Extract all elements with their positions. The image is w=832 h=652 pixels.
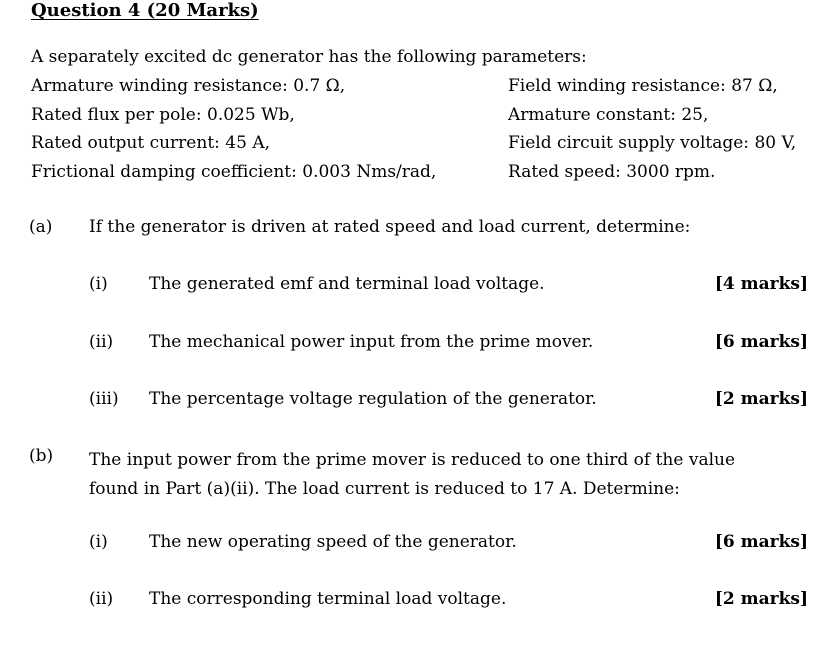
part-b-line-1: The input power from the prime mover is reduced to one third of the value (89, 450, 736, 470)
parameter-damping-coefficient: Frictional damping coefficient: 0.003 Nms/rad, (31, 161, 437, 182)
parameter-field-resistance: Field winding resistance: 87 Ω, (508, 76, 778, 96)
part-b-item-text: The corresponding terminal load voltage. (149, 589, 507, 609)
question-title: Question 4 (20 Marks) (31, 0, 259, 21)
marks-badge: [2 marks] (714, 389, 808, 409)
parameter-armature-resistance: Armature winding resistance: 0.7 Ω, (31, 76, 346, 96)
part-a-item-iii (0, 389, 832, 413)
marks-badge: [6 marks] (714, 332, 808, 352)
part-a-item-label: (i) (89, 274, 108, 294)
part-b-item-ii (0, 589, 832, 613)
part-a-item-text: The mechanical power input from the prime mover. (149, 332, 594, 352)
marks-badge: [4 marks] (714, 274, 808, 294)
part-b-item-i (0, 532, 832, 556)
part-a (0, 217, 832, 241)
parameter-rated-flux: Rated flux per pole: 0.025 Wb, (31, 104, 295, 125)
part-b (0, 446, 832, 506)
parameter-row (31, 162, 821, 191)
part-b-label: (b) (29, 446, 54, 466)
parameter-armature-constant: Armature constant: 25, (508, 104, 709, 125)
part-a-item-text: The generated emf and terminal load voltage. (149, 274, 545, 294)
part-a-label: (a) (29, 217, 53, 237)
parameter-rated-speed: Rated speed: 3000 rpm. (508, 161, 716, 182)
part-b-line-2: found in Part (a)(ii). The load current is reduced to 17 A. Determine: (89, 479, 680, 499)
parameter-row (31, 133, 821, 162)
marks-badge: [2 marks] (714, 589, 808, 609)
part-a-text: If the generator is driven at rated speed and load current, determine: (89, 217, 691, 237)
part-a-item-i (0, 274, 832, 298)
part-b-item-text: The new operating speed of the generator. (149, 532, 517, 552)
parameter-row (31, 105, 821, 134)
marks-badge: [6 marks] (714, 532, 808, 552)
part-b-item-label: (ii) (89, 589, 114, 609)
part-b-item-label: (i) (89, 532, 108, 552)
question-intro: A separately excited dc generator has the following parameters: (31, 47, 587, 67)
parameter-field-voltage: Field circuit supply voltage: 80 V, (508, 133, 797, 153)
part-a-item-label: (iii) (89, 389, 119, 409)
part-a-item-text: The percentage voltage regulation of the generator. (149, 389, 597, 409)
part-a-item-label: (ii) (89, 332, 114, 352)
parameter-row (31, 76, 821, 105)
part-a-item-ii (0, 332, 832, 356)
parameter-list (31, 76, 821, 190)
parameter-rated-current: Rated output current: 45 A, (31, 133, 270, 153)
